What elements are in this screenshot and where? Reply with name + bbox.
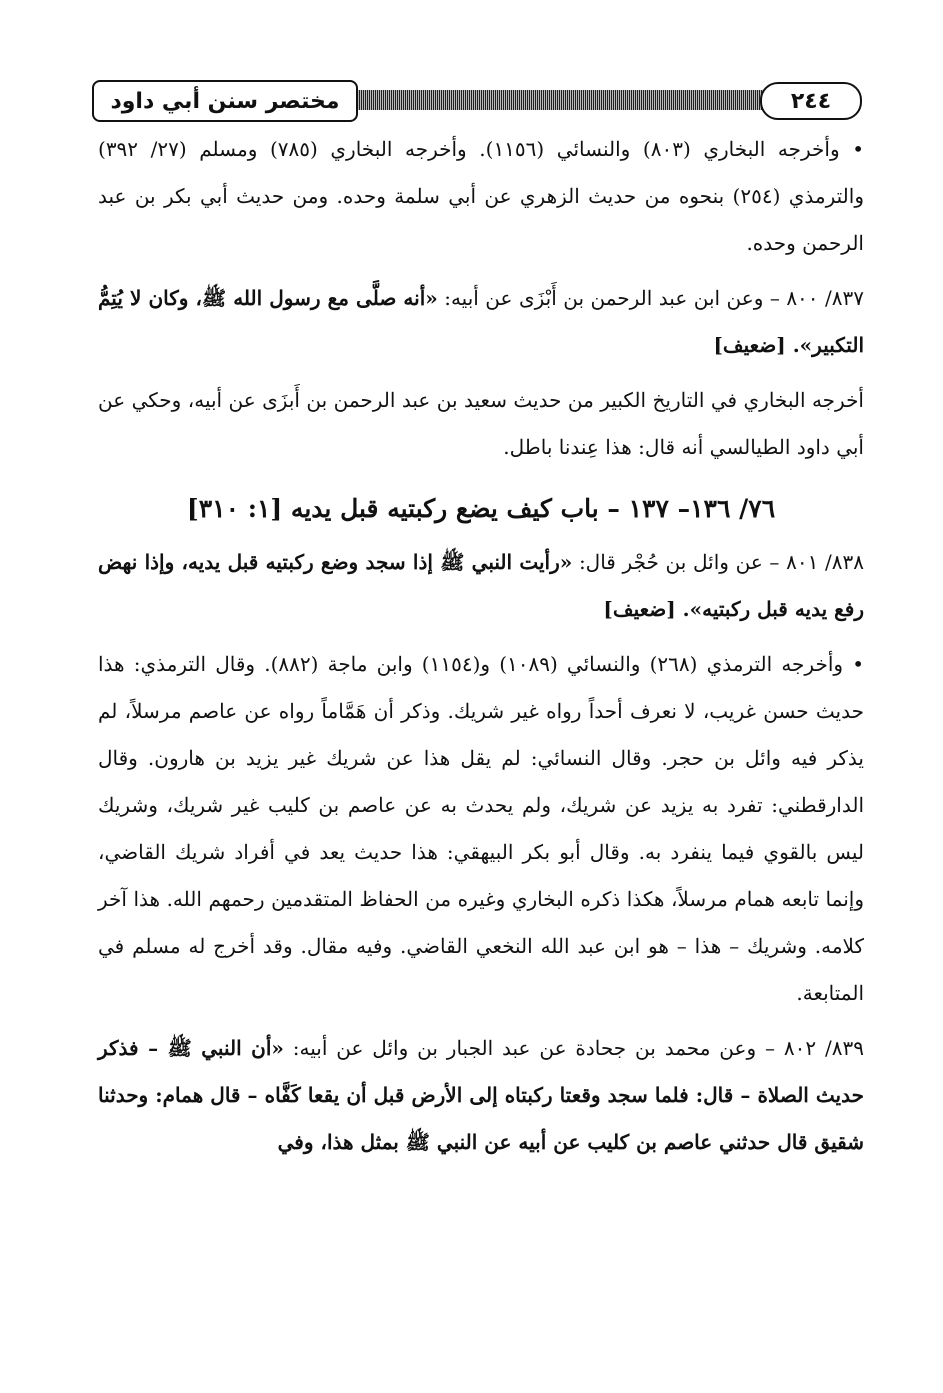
page-body [98,126,864,1166]
header-ornament-band [347,90,802,110]
hadith-matn: «رأيت النبي ﷺ إذا سجد وضع ركبتيه قبل يديه، وإذا نهض رفع يديه قبل ركبتيه». [ضعيف] [98,550,864,621]
commentary-paragraph: أخرجه البخاري في التاريخ الكبير من حديث سعيد بن عبد الرحمن بن أَبزَى عن أبيه، وحكي عن أبي داود الطيالسي أنه قال: هذا عِندنا باطل. [98,388,864,459]
chapter-heading: ٧٦/ ١٣٦– ١٣٧ – باب كيف يضع ركبتيه قبل يديه [١: ٣١٠] [186,494,776,523]
page-number: ٢٤٤ [760,82,862,120]
commentary-paragraph: • وأخرجه البخاري (٨٠٣) والنسائي (١١٥٦). وأخرجه البخاري (٧٨٥) ومسلم (٢٧/ ٣٩٢) والترمذي (٢٥٤) بنحوه من حديث الزهري عن أبي سلمة وحده. ومن حديث أبي بكر بن عبد الرحمن وحده. [98,137,864,255]
hadith-837 [98,275,864,369]
hadith-matn: «أن النبي ﷺ – فذكر حديث الصلاة – قال: فلما سجد وقعتا ركبتاه إلى الأرض قبل أن يقعا كَفَّاه – قال همام: وحدثنا شقيق قال حدثني عاصم بن كليب عن أبيه عن النبي ﷺ بمثل هذا، وفي [98,1036,864,1154]
hadith-isnad: ٨٣٨/ ٨٠١ – عن وائل بن حُجْر قال: [572,550,864,574]
page-header [92,78,862,122]
hadith-838 [98,539,864,633]
hadith-matn: «أنه صلَّى مع رسول الله ﷺ، وكان لا يُتِمُّ التكبير». [ضعيف] [98,286,864,357]
book-title: مختصر سنن أبي داود [92,80,358,122]
hadith-839 [98,1025,864,1166]
hadith-isnad: ٨٣٩/ ٨٠٢ – وعن محمد بن جحادة عن عبد الجبار بن وائل عن أبيه: [283,1036,864,1060]
hadith-isnad: ٨٣٧/ ٨٠٠ – وعن ابن عبد الرحمن بن أَبْزَى عن أبيه: [437,286,864,310]
commentary-paragraph: • وأخرجه الترمذي (٢٦٨) والنسائي (١٠٨٩) و(١١٥٤) وابن ماجة (٨٨٢). وقال الترمذي: هذا حديث حسن غريب، لا نعرف أحداً رواه غير شريك. وذكر أن هَمَّاماً رواه عن عاصم مرسلاً، لم يذكر فيه وائل بن حجر. وقال النسائي: لم يقل هذا عن شريك غير يزيد بن هارون. وقال الدارقطني: تفرد به يزيد عن شريك، ولم يحدث به عن عاصم بن كليب غير شريك، وشريك ليس بالقوي فيما ينفرد به. وقال أبو بكر البيهقي: هذا حديث يعد في أفراد شريك القاضي، وإنما تابعه همام مرسلاً، هكذا ذكره البخاري وغيره من الحفاظ المتقدمين رحمهم الله. هذا آخر كلامه. وشريك – هذا – هو ابن عبد الله النخعي القاضي. وفيه مقال. وقد أخرج له مسلم في المتابعة. [98,652,864,1005]
